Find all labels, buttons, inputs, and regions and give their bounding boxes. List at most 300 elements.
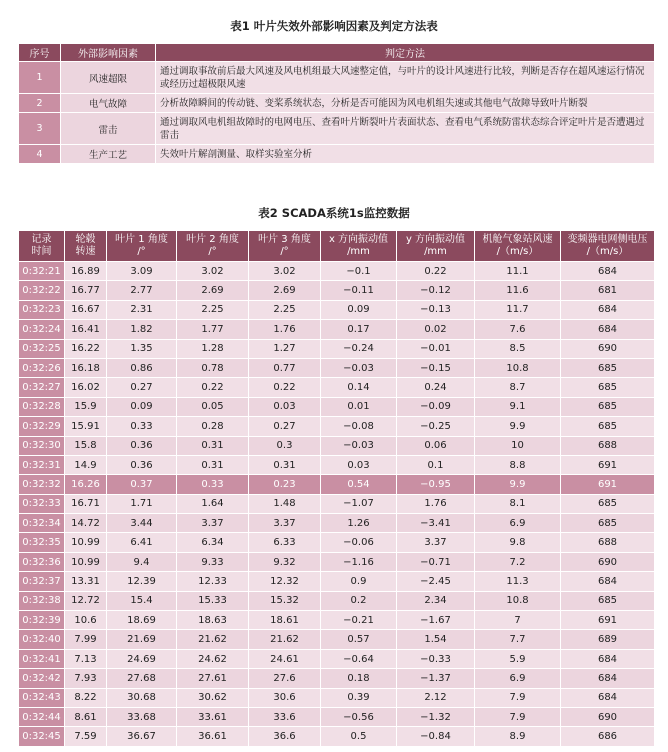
table-cell: 0.18	[321, 669, 397, 688]
table-cell: 9.9	[475, 475, 561, 494]
table-cell: 14.72	[65, 514, 107, 533]
table-cell: 1.28	[177, 339, 249, 358]
table-row	[19, 514, 655, 533]
table-cell: 8.61	[65, 707, 107, 726]
cell-time: 0:32:24	[19, 320, 65, 339]
table-cell: 0.33	[177, 475, 249, 494]
table-row	[19, 688, 655, 707]
table-cell: 2.34	[397, 591, 475, 610]
table-cell: −0.12	[397, 281, 475, 300]
table-cell: −0.03	[321, 358, 397, 377]
table-cell: 7.93	[65, 669, 107, 688]
table-cell: 0.02	[397, 320, 475, 339]
table-cell: 0.17	[321, 320, 397, 339]
cell-time: 0:32:40	[19, 630, 65, 649]
header-line: 叶片 2 角度	[186, 234, 239, 245]
cell-time: 0:32:27	[19, 378, 65, 397]
table-cell: 691	[561, 611, 655, 630]
table-cell: 16.02	[65, 378, 107, 397]
table-cell: −0.25	[397, 417, 475, 436]
table-row	[19, 552, 655, 571]
table-row	[19, 320, 655, 339]
cell-time: 0:32:35	[19, 533, 65, 552]
table-cell: 27.61	[177, 669, 249, 688]
table-cell: 11.6	[475, 281, 561, 300]
table-cell: 7.13	[65, 649, 107, 668]
external-factors-table	[18, 43, 655, 164]
table-cell: 15.91	[65, 417, 107, 436]
table-cell: 0.28	[177, 417, 249, 436]
table-cell: −1.32	[397, 707, 475, 726]
cell-time: 0:32:34	[19, 514, 65, 533]
table-cell: −0.06	[321, 533, 397, 552]
table-row	[19, 378, 655, 397]
table-cell: 16.18	[65, 358, 107, 377]
header-line: /°	[208, 246, 217, 257]
table-cell: 6.9	[475, 514, 561, 533]
table-cell: 10.8	[475, 358, 561, 377]
table-row	[19, 727, 655, 746]
table-cell: −0.21	[321, 611, 397, 630]
cell-time: 0:32:31	[19, 455, 65, 474]
table-cell: 0.22	[397, 262, 475, 281]
cell-time: 0:32:32	[19, 475, 65, 494]
table-cell: 0.31	[177, 436, 249, 455]
table-cell: 0.03	[249, 397, 321, 416]
table-row	[19, 611, 655, 630]
table-row	[19, 455, 655, 474]
table-cell: 0.24	[397, 378, 475, 397]
cell-time: 0:32:29	[19, 417, 65, 436]
table-cell: −0.01	[397, 339, 475, 358]
row-no: 3	[19, 113, 61, 145]
table-cell: 2.25	[177, 300, 249, 319]
cell-time: 0:32:26	[19, 358, 65, 377]
row-method: 通过调取事故前后最大风速及风电机组最大风速整定值，与叶片的设计风速进行比较，判断是否存在超风速运行情况或经历过超极限风速	[156, 62, 655, 94]
table-cell: 9.33	[177, 552, 249, 571]
table-cell: 33.6	[249, 707, 321, 726]
table-cell: 18.63	[177, 611, 249, 630]
table-cell: 684	[561, 320, 655, 339]
table-cell: 0.57	[321, 630, 397, 649]
table-cell: 30.6	[249, 688, 321, 707]
table-row	[19, 145, 655, 164]
table-cell: 1.76	[249, 320, 321, 339]
table-cell: 8.5	[475, 339, 561, 358]
table-cell: 1.35	[107, 339, 177, 358]
table-cell: 2.25	[249, 300, 321, 319]
table-cell: 9.1	[475, 397, 561, 416]
table-cell: 2.77	[107, 281, 177, 300]
header-line: /（m/s）	[496, 246, 539, 257]
table-cell: 0.27	[249, 417, 321, 436]
table-row	[19, 707, 655, 726]
table-cell: 16.77	[65, 281, 107, 300]
table-cell: 6.41	[107, 533, 177, 552]
table-cell: 691	[561, 455, 655, 474]
table-cell: 10.8	[475, 591, 561, 610]
table2-header-row	[19, 231, 655, 262]
table-cell: 684	[561, 669, 655, 688]
table-cell: 30.68	[107, 688, 177, 707]
table-cell: 11.1	[475, 262, 561, 281]
table-cell: 1.82	[107, 320, 177, 339]
header-line: 变频器电网侧电压	[567, 234, 648, 245]
cell-time: 0:32:37	[19, 572, 65, 591]
table-cell: −1.37	[397, 669, 475, 688]
table-cell: 5.9	[475, 649, 561, 668]
table-cell: 24.69	[107, 649, 177, 668]
row-method: 分析故障瞬间的传动链、变桨系统状态，分析是否可能因为风电机组失速或其他电气故障导致叶片断裂	[156, 94, 655, 113]
table-cell: 15.33	[177, 591, 249, 610]
table-cell: 690	[561, 339, 655, 358]
table-row	[19, 475, 655, 494]
table-cell: −1.67	[397, 611, 475, 630]
table-cell: −0.33	[397, 649, 475, 668]
table-cell: 11.3	[475, 572, 561, 591]
table-cell: 684	[561, 688, 655, 707]
header-no: 序号	[19, 44, 61, 62]
table-cell: 0.09	[107, 397, 177, 416]
table1-header-row	[19, 44, 655, 62]
header-line: /（m/s）	[586, 246, 629, 257]
table-cell: 7.9	[475, 707, 561, 726]
table-cell: 12.33	[177, 572, 249, 591]
table-row	[19, 339, 655, 358]
table-cell: −1.07	[321, 494, 397, 513]
header-blade2-angle	[177, 231, 249, 262]
header-line: 叶片 3 角度	[258, 234, 311, 245]
table-cell: 6.34	[177, 533, 249, 552]
table-cell: 15.32	[249, 591, 321, 610]
table-cell: −0.08	[321, 417, 397, 436]
header-line: 机舱气象站风速	[482, 234, 553, 245]
header-blade3-angle	[249, 231, 321, 262]
table-row	[19, 397, 655, 416]
cell-time: 0:32:22	[19, 281, 65, 300]
row-factor: 电气故障	[61, 94, 156, 113]
row-method: 通过调取风电机组故障时的电网电压、查看叶片断裂叶片表面状态、查看电气系统防雷状态综合评定叶片是否遭遇过雷击	[156, 113, 655, 145]
table-cell: 7.99	[65, 630, 107, 649]
header-wind-speed	[475, 231, 561, 262]
cell-time: 0:32:23	[19, 300, 65, 319]
table-cell: 7.2	[475, 552, 561, 571]
table-cell: 30.62	[177, 688, 249, 707]
header-grid-voltage	[561, 231, 655, 262]
table-cell: 13.31	[65, 572, 107, 591]
cell-time: 0:32:41	[19, 649, 65, 668]
table-cell: 7.7	[475, 630, 561, 649]
table-cell: 1.71	[107, 494, 177, 513]
table-cell: 686	[561, 727, 655, 746]
header-line: /°	[280, 246, 289, 257]
table-cell: 684	[561, 649, 655, 668]
cell-time: 0:32:28	[19, 397, 65, 416]
table-cell: −0.09	[397, 397, 475, 416]
table-cell: 11.7	[475, 300, 561, 319]
table-cell: 15.4	[107, 591, 177, 610]
table2-caption: 表2 SCADA系统1s监控数据	[258, 206, 410, 220]
table-cell: 1.64	[177, 494, 249, 513]
table-cell: 9.4	[107, 552, 177, 571]
table-cell: 0.05	[177, 397, 249, 416]
table-cell: 685	[561, 494, 655, 513]
header-y-vibration	[397, 231, 475, 262]
table-row	[19, 417, 655, 436]
table-cell: 36.61	[177, 727, 249, 746]
table-cell: 684	[561, 572, 655, 591]
row-factor: 风速超限	[61, 62, 156, 94]
table-cell: 0.01	[321, 397, 397, 416]
table-cell: 3.02	[249, 262, 321, 281]
table-cell: 2.69	[177, 281, 249, 300]
table-cell: 0.31	[249, 455, 321, 474]
table-cell: 27.6	[249, 669, 321, 688]
table-cell: 0.14	[321, 378, 397, 397]
table-cell: 2.31	[107, 300, 177, 319]
row-factor: 雷击	[61, 113, 156, 145]
header-factor: 外部影响因素	[61, 44, 156, 62]
table-cell: 0.37	[107, 475, 177, 494]
table-cell: 1.54	[397, 630, 475, 649]
table-cell: 685	[561, 417, 655, 436]
header-blade1-angle	[107, 231, 177, 262]
table1-caption: 表1 叶片失效外部影响因素及判定方法表	[230, 19, 438, 33]
header-line: 转速	[75, 246, 96, 257]
table-row	[19, 281, 655, 300]
table-cell: 16.67	[65, 300, 107, 319]
row-no: 2	[19, 94, 61, 113]
table-row	[19, 436, 655, 455]
cell-time: 0:32:33	[19, 494, 65, 513]
table-cell: 9.32	[249, 552, 321, 571]
table-cell: 8.9	[475, 727, 561, 746]
table-cell: 18.61	[249, 611, 321, 630]
table-cell: 33.61	[177, 707, 249, 726]
table-cell: −0.71	[397, 552, 475, 571]
table-cell: 688	[561, 533, 655, 552]
table-cell: 21.62	[177, 630, 249, 649]
row-factor: 生产工艺	[61, 145, 156, 164]
table-row	[19, 591, 655, 610]
table-cell: 16.22	[65, 339, 107, 358]
table-cell: 33.68	[107, 707, 177, 726]
table-row	[19, 62, 655, 94]
table-cell: 24.62	[177, 649, 249, 668]
table-cell: 0.06	[397, 436, 475, 455]
row-method: 失效叶片解剖测量、取样实验室分析	[156, 145, 655, 164]
table-cell: 6.33	[249, 533, 321, 552]
cell-time: 0:32:42	[19, 669, 65, 688]
table-row	[19, 533, 655, 552]
table-cell: 0.22	[177, 378, 249, 397]
table-cell: 1.76	[397, 494, 475, 513]
table-cell: −0.95	[397, 475, 475, 494]
table-row	[19, 262, 655, 281]
table-cell: 27.68	[107, 669, 177, 688]
table-cell: 685	[561, 514, 655, 533]
table-cell: 36.67	[107, 727, 177, 746]
table-cell: −0.11	[321, 281, 397, 300]
header-line: 轮毂	[75, 234, 96, 245]
table-cell: −0.56	[321, 707, 397, 726]
table-cell: 8.22	[65, 688, 107, 707]
table-cell: 685	[561, 591, 655, 610]
header-line: 时间	[31, 246, 52, 257]
table-cell: 21.62	[249, 630, 321, 649]
table-cell: 7.9	[475, 688, 561, 707]
table-cell: 2.12	[397, 688, 475, 707]
table-cell: 0.1	[397, 455, 475, 474]
table-cell: 36.6	[249, 727, 321, 746]
table-row	[19, 572, 655, 591]
table-cell: 8.7	[475, 378, 561, 397]
table-cell: 0.9	[321, 572, 397, 591]
table-cell: 1.27	[249, 339, 321, 358]
cell-time: 0:32:25	[19, 339, 65, 358]
scada-data-table	[18, 230, 655, 747]
table-cell: 681	[561, 281, 655, 300]
cell-time: 0:32:44	[19, 707, 65, 726]
table-cell: 14.9	[65, 455, 107, 474]
header-time	[19, 231, 65, 262]
table-cell: 10	[475, 436, 561, 455]
table-cell: 0.78	[177, 358, 249, 377]
table-cell: 0.54	[321, 475, 397, 494]
table-cell: 691	[561, 475, 655, 494]
table-cell: 15.8	[65, 436, 107, 455]
table-cell: 0.33	[107, 417, 177, 436]
table-cell: 2.69	[249, 281, 321, 300]
table-cell: 3.02	[177, 262, 249, 281]
table-cell: 9.8	[475, 533, 561, 552]
cell-time: 0:32:36	[19, 552, 65, 571]
table-cell: 3.37	[397, 533, 475, 552]
table-cell: 690	[561, 707, 655, 726]
table-cell: 1.26	[321, 514, 397, 533]
table-row	[19, 358, 655, 377]
row-no: 4	[19, 145, 61, 164]
table-cell: 0.23	[249, 475, 321, 494]
table-cell: 690	[561, 552, 655, 571]
table-cell: 16.89	[65, 262, 107, 281]
table-row	[19, 630, 655, 649]
table-cell: 0.77	[249, 358, 321, 377]
row-no: 1	[19, 62, 61, 94]
table-cell: 684	[561, 262, 655, 281]
table-cell: 685	[561, 397, 655, 416]
table-cell: 0.31	[177, 455, 249, 474]
table-cell: 0.39	[321, 688, 397, 707]
table-cell: −0.24	[321, 339, 397, 358]
table-cell: 685	[561, 358, 655, 377]
table-row	[19, 94, 655, 113]
table-cell: 15.9	[65, 397, 107, 416]
table-cell: 685	[561, 378, 655, 397]
table-cell: 0.3	[249, 436, 321, 455]
table-cell: 8.8	[475, 455, 561, 474]
cell-time: 0:32:45	[19, 727, 65, 746]
table-cell: 10.6	[65, 611, 107, 630]
table-row	[19, 649, 655, 668]
table-cell: −0.64	[321, 649, 397, 668]
table-cell: 0.5	[321, 727, 397, 746]
table-cell: 3.37	[177, 514, 249, 533]
table-cell: 16.26	[65, 475, 107, 494]
table-cell: −0.84	[397, 727, 475, 746]
header-line: /mm	[347, 246, 370, 257]
table-cell: 6.9	[475, 669, 561, 688]
table-cell: −3.41	[397, 514, 475, 533]
table-cell: 9.9	[475, 417, 561, 436]
table-cell: 7.59	[65, 727, 107, 746]
table-cell: 684	[561, 300, 655, 319]
table-cell: 0.86	[107, 358, 177, 377]
cell-time: 0:32:38	[19, 591, 65, 610]
table-row	[19, 113, 655, 145]
table-cell: 24.61	[249, 649, 321, 668]
table-cell: 1.48	[249, 494, 321, 513]
table-cell: −2.45	[397, 572, 475, 591]
table-cell: 0.36	[107, 455, 177, 474]
table-cell: 1.77	[177, 320, 249, 339]
table-cell: 7.6	[475, 320, 561, 339]
cell-time: 0:32:21	[19, 262, 65, 281]
table-cell: 0.2	[321, 591, 397, 610]
table-cell: 3.37	[249, 514, 321, 533]
table-cell: −0.03	[321, 436, 397, 455]
table-cell: 12.32	[249, 572, 321, 591]
table-row	[19, 669, 655, 688]
table-cell: 10.99	[65, 552, 107, 571]
table-cell: 689	[561, 630, 655, 649]
table-cell: 7	[475, 611, 561, 630]
table-row	[19, 300, 655, 319]
header-line: 记录	[31, 234, 52, 245]
header-line: /mm	[424, 246, 447, 257]
table-cell: 8.1	[475, 494, 561, 513]
table-cell: −0.13	[397, 300, 475, 319]
table-cell: 12.72	[65, 591, 107, 610]
header-hub-speed	[65, 231, 107, 262]
cell-time: 0:32:43	[19, 688, 65, 707]
table-cell: 18.69	[107, 611, 177, 630]
table-row	[19, 494, 655, 513]
table-cell: −1.16	[321, 552, 397, 571]
table-cell: 688	[561, 436, 655, 455]
table-cell: 12.39	[107, 572, 177, 591]
cell-time: 0:32:39	[19, 611, 65, 630]
table-cell: 16.41	[65, 320, 107, 339]
table-cell: −0.1	[321, 262, 397, 281]
table-cell: 3.09	[107, 262, 177, 281]
table-cell: 0.36	[107, 436, 177, 455]
table-cell: 0.27	[107, 378, 177, 397]
header-line: y 方向振动值	[405, 234, 466, 245]
table-cell: −0.15	[397, 358, 475, 377]
header-x-vibration	[321, 231, 397, 262]
table-cell: 10.99	[65, 533, 107, 552]
table-cell: 3.44	[107, 514, 177, 533]
header-line: /°	[137, 246, 146, 257]
table-cell: 0.03	[321, 455, 397, 474]
cell-time: 0:32:30	[19, 436, 65, 455]
table-cell: 0.22	[249, 378, 321, 397]
header-line: 叶片 1 角度	[115, 234, 168, 245]
table-cell: 21.69	[107, 630, 177, 649]
table-cell: 16.71	[65, 494, 107, 513]
header-line: x 方向振动值	[328, 234, 389, 245]
